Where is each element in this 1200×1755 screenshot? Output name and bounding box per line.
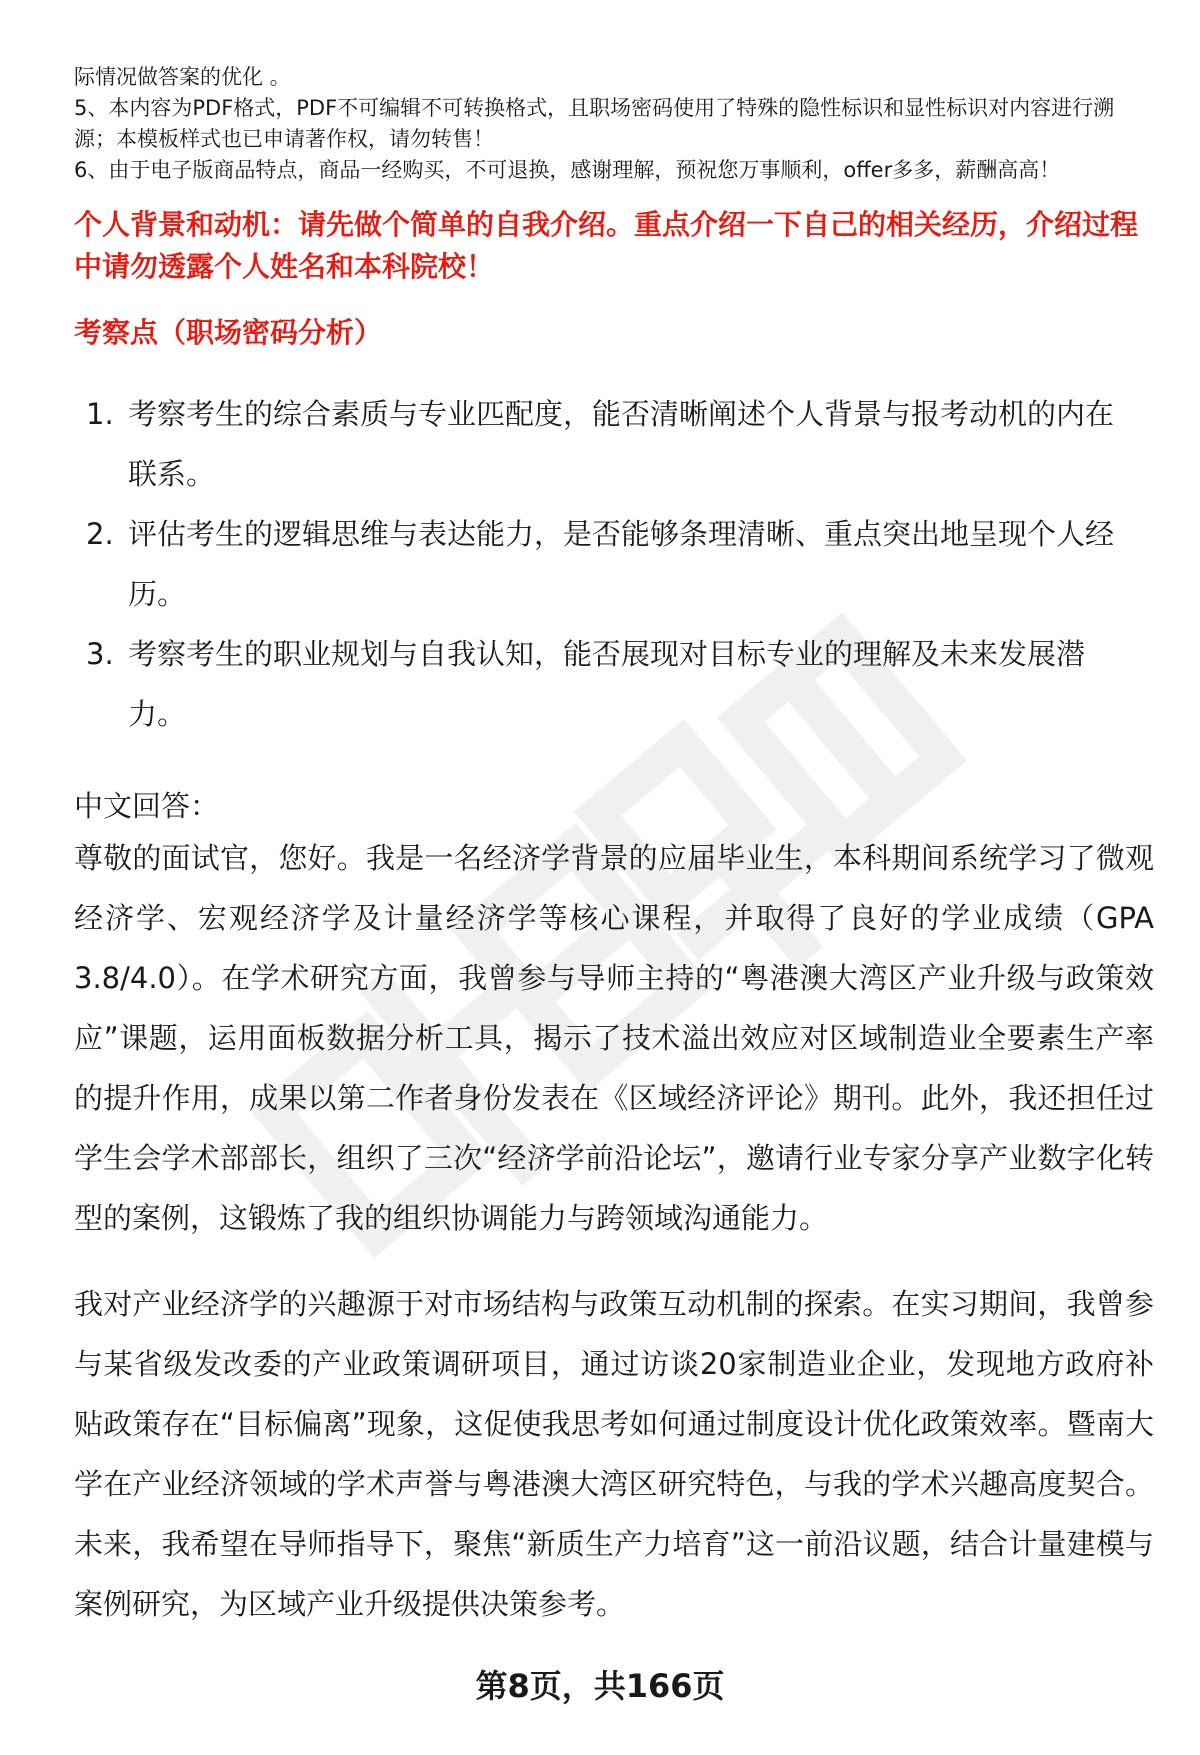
list-item-number: 1. [86,397,114,431]
answer-label: 中文回答： [74,789,220,823]
list-item [74,384,1154,504]
list-item-number: 3. [86,637,114,671]
list-item-text: 考察考生的综合素质与专业匹配度，能否清晰阐述个人背景与报考动机的内在联系。 [128,397,1115,491]
notice-line: 6、由于电子版商品特点，商品一经购买，不可退换，感谢理解，预祝您万事顺利，offer多多，薪酬高高！ [74,158,1061,182]
list-item [74,504,1154,624]
list-item-text: 评估考生的逻辑思维与表达能力，是否能够条理清晰、重点突出地呈现个人经历。 [128,517,1115,611]
notice-line: 际情况做答案的优化 。 [74,65,291,89]
answer-paragraph: 我对产业经济学的兴趣源于对市场结构与政策互动机制的探索。在实习期间，我曾参与某省级发改委的产业政策调研项目，通过访谈20家制造业企业，发现地方政府补贴政策存在“目标偏离”现象，这促使我思考如何通过制度设计优化政策效率。暨南大学在产业经济领域的学术声誉与粤港澳大湾区研究特色，与我的学术兴趣高度契合。未来，我希望在导师指导下，聚焦“新质生产力培育”这一前沿议题，结合计量建模与案例研究，为区域产业升级提供决策参考。 [74,1287,1154,1621]
notice-line: 5、本内容为PDF格式，PDF不可编辑不可转换格式，且职场密码使用了特殊的隐性标识和显性标识对内容进行溯源；本模板样式也已申请著作权，请勿转售！ [74,96,1115,151]
analysis-heading: 考察点（职场密码分析） [74,316,383,349]
page-footer: 第8页，共166页 [475,1667,725,1705]
question-heading: 个人背景和动机：请先做个简单的自我介绍。重点介绍一下自己的相关经历，介绍过程中请勿透露个人姓名和本科院校！ [74,208,1139,283]
list-item-number: 2. [86,517,114,551]
analysis-points-list [74,384,1154,744]
document-page [74,0,1154,1634]
list-item [74,624,1154,744]
list-item-text: 考察考生的职业规划与自我认知，能否展现对目标专业的理解及未来发展潜力。 [128,637,1086,731]
answer-paragraph: 尊敬的面试官，您好。我是一名经济学背景的应届毕业生，本科期间系统学习了微观经济学、宏观经济学及计量经济学等核心课程，并取得了良好的学业成绩（GPA 3.8/4.0）。在学术研究方面，我曾参与导师主持的“粤港澳大湾区产业升级与政策效应”课题，运用面板数据分析工具，揭示了技术溢出效应对区域制造业全要素生产率的提升作用，成果以第二作者身份发表在《区域经济评论》期刊。此外，我还担任过学生会学术部部长，组织了三次“经济学前沿论坛”，邀请行业专家分享产业数字化转型的案例，这锻炼了我的组织协调能力与跨领域沟通能力。 [74,841,1154,1235]
